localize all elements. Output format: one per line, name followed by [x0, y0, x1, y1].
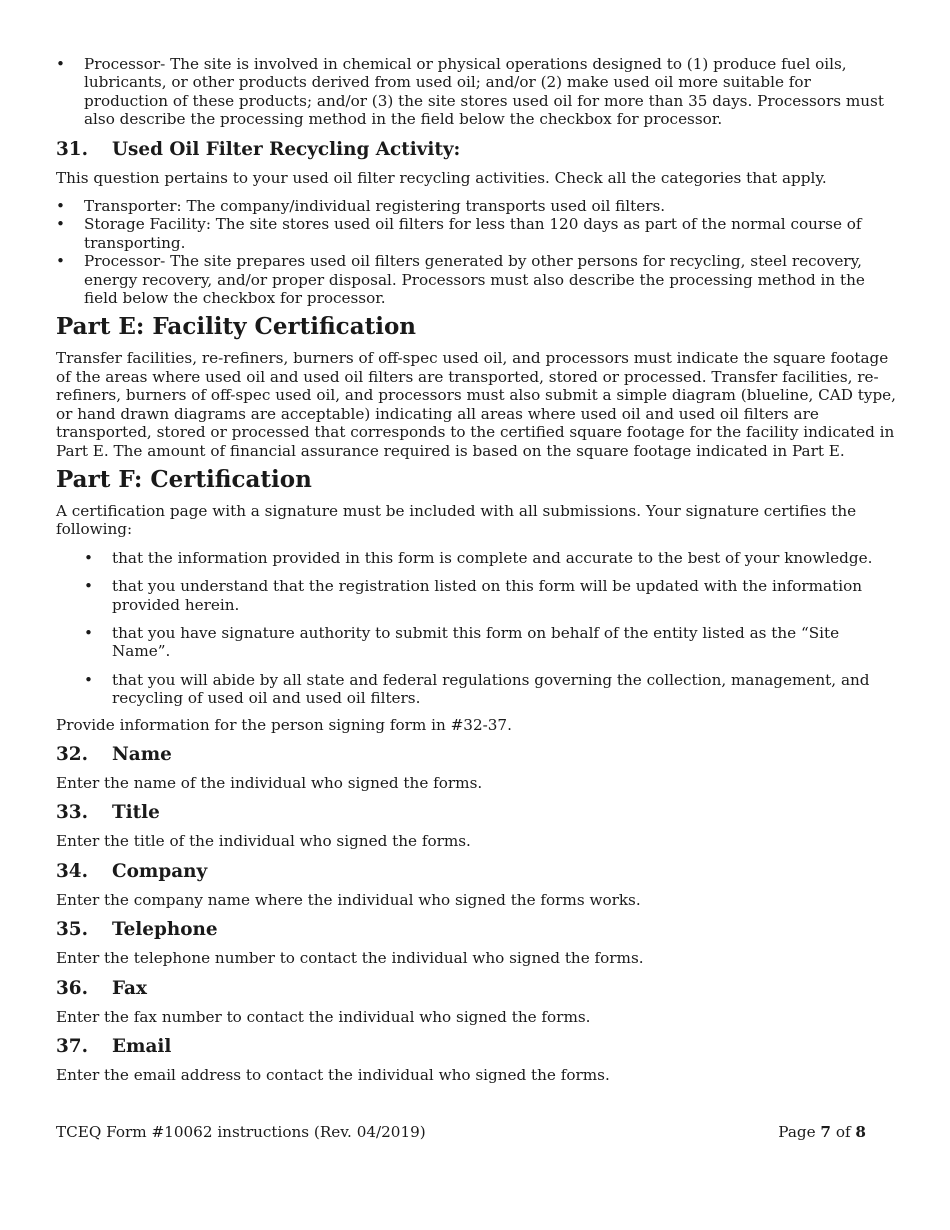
page-total: 8	[855, 1123, 866, 1141]
filter-activity-list	[56, 197, 896, 307]
question-heading	[56, 1036, 896, 1058]
question-33	[56, 802, 896, 850]
provide-info-text: Provide information for the person signing form in #32-37.	[56, 715, 512, 734]
question-37	[56, 1036, 896, 1084]
question-title: Used Oil Filter Recycling Activity:	[112, 138, 461, 160]
question-number: 35.	[56, 919, 88, 941]
question-heading	[56, 978, 896, 1000]
part-e-heading: Part E: Facility Certification	[56, 313, 417, 341]
question-number: 32.	[56, 743, 88, 765]
question-31-heading	[56, 139, 896, 161]
question-text: Enter the title of the individual who signed the forms.	[56, 832, 471, 851]
question-title: Fax	[112, 977, 147, 999]
question-title: Title	[112, 802, 160, 824]
question-heading	[56, 861, 896, 883]
page-number	[778, 1123, 866, 1141]
question-31-text: This question pertains to your used oil filter recycling activities. Check all the categories that apply.	[56, 168, 827, 187]
page-footer	[56, 1123, 866, 1141]
question-text: Enter the fax number to contact the individual who signed the forms.	[56, 1007, 591, 1026]
list-item: • Processor- The site is involved in chemical or physical operations designed to (1) produce fuel oils, lubricants, or other products derived from used oil; and/or (2) make used oil more suitable for production of these products; and/or (3) the site stores used oil for more than 35 days. Processors must also describe the processing method in the field below the checkbox for processor.	[56, 55, 896, 129]
question-title: Telephone	[112, 919, 218, 941]
list-item: • that you have signature authority to submit this form on behalf of the entity listed as the “Site Name”.	[56, 624, 896, 661]
list-item: • Transporter: The company/individual registering transports used oil filters.	[56, 197, 896, 215]
question-number: 34.	[56, 860, 88, 882]
list-item: • that you understand that the registration listed on this form will be updated with the information provided herein.	[56, 577, 896, 614]
page-current: 7	[820, 1123, 831, 1141]
question-32	[56, 744, 896, 792]
question-title: Company	[112, 860, 208, 882]
part-f-text: A certification page with a signature must be included with all submissions. Your signature certifies the following:	[56, 501, 857, 539]
question-number: 37.	[56, 1036, 88, 1057]
question-35	[56, 919, 896, 967]
question-heading	[56, 744, 896, 766]
question-text: Enter the company name where the individual who signed the forms works.	[56, 890, 641, 909]
question-36	[56, 978, 896, 1026]
processor-list	[56, 55, 896, 129]
part-e-text: Transfer facilities, re-refiners, burners of off-spec used oil, and processors must indicate the square footage of the areas where used oil and used oil filters are transported, stored or processed. Transfer facilities, re-refiners, burners of off-spec used oil, and processors must also submit a simple diagram (blueline, CAD type, or hand drawn diagrams are acceptable) indicating all areas where used oil and used oil filters are transported, stored or processed that corresponds to the certified square footage for the facility indicated in Part E. The amount of financial assurance required is based on the square footage indicated in Part E.	[56, 349, 896, 460]
form-label: TCEQ Form #10062 instructions (Rev. 04/2019)	[56, 1123, 426, 1141]
question-number: 33.	[56, 802, 88, 824]
document-body	[56, 55, 896, 1084]
list-item: • that the information provided in this form is complete and accurate to the best of your knowledge.	[56, 549, 896, 567]
page-word: Page	[778, 1123, 816, 1141]
question-number: 36.	[56, 977, 88, 999]
question-34	[56, 861, 896, 909]
question-title: Name	[112, 743, 172, 765]
list-item: • that you will abide by all state and federal regulations governing the collection, management, and recycling of used oil and used oil filters.	[56, 671, 896, 708]
part-f-heading: Part F: Certification	[56, 465, 312, 493]
certification-list	[56, 549, 896, 708]
question-title: Email	[112, 1036, 172, 1057]
question-text: Enter the name of the individual who signed the forms.	[56, 773, 483, 792]
question-heading	[56, 919, 896, 941]
list-item: • Processor- The site prepares used oil filters generated by other persons for recycling, steel recovery, energy recovery, and/or proper disposal. Processors must also describe the processing method in the field below the checkbox for processor.	[56, 252, 896, 307]
question-number: 31.	[56, 138, 88, 160]
list-item: • Storage Facility: The site stores used oil filters for less than 120 days as part of the normal course of transporting.	[56, 215, 896, 252]
question-text: Enter the email address to contact the individual who signed the forms.	[56, 1066, 610, 1084]
of-word: of	[835, 1123, 851, 1141]
question-heading	[56, 802, 896, 824]
question-text: Enter the telephone number to contact the individual who signed the forms.	[56, 949, 644, 968]
